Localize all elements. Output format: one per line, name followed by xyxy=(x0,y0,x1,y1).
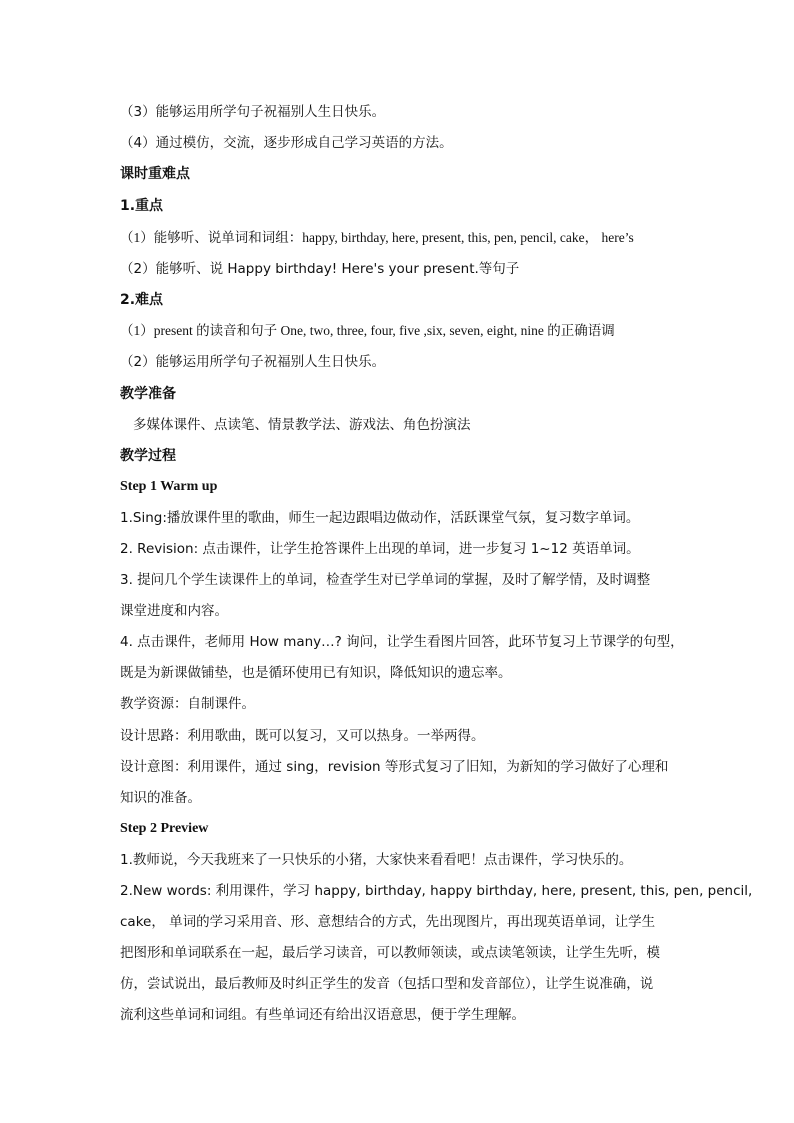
step-2-item-1: 1.教师说，今天我班来了一只快乐的小猪，大家快来看看吧！点击课件，学习快乐的。 xyxy=(120,852,633,868)
step-2-item-2-line-4: 仿，尝试说出，最后教师及时纠正学生的发音（包括口型和发音部位），让学生说准确，说 xyxy=(120,976,654,992)
step-2-item-2-line-3: 把图形和单词联系在一起，最后学习读音，可以教师领读，或点读笔领读，让学生先听，模 xyxy=(120,945,660,961)
focus-item-1: （1）能够听、说单词和词组：happy, birthday, here, present, this, pen, pencil, cake， here’s xyxy=(120,230,634,245)
step-1-item-1: 1.Sing:播放课件里的歌曲，师生一起边跟唱边做动作，活跃课堂气氛，复习数字单词。 xyxy=(120,510,640,526)
difficult-item-2: （2）能够运用所学句子祝福别人生日快乐。 xyxy=(120,354,386,370)
step-2-item-2-line-5: 流利这些单词和词组。有些单词还有给出汉语意思，便于学生理解。 xyxy=(120,1007,525,1023)
step-2-heading: Step 2 Preview xyxy=(120,821,209,836)
step-1-item-3-line-1: 3. 提问几个学生读课件上的单词，检查学生对已学单词的掌握，及时了解学情，及时调整 xyxy=(120,572,651,588)
design-intent-line-2: 知识的准备。 xyxy=(120,790,201,806)
step-1-heading: Step 1 Warm up xyxy=(120,479,218,494)
step-2-item-2-line-1: 2.New words: 利用课件，学习 happy, birthday, happy birthday, here, present, this, pen, pencil, xyxy=(120,883,753,899)
objective-3: （3）能够运用所学句子祝福别人生日快乐。 xyxy=(120,104,386,120)
design-idea: 设计思路：利用歌曲，既可以复习，又可以热身。一举两得。 xyxy=(120,728,485,744)
step-2-item-2-line-2: cake， 单词的学习采用音、形、意想结合的方式，先出现图片，再出现英语单词，让学生 xyxy=(120,914,656,930)
heading-process: 教学过程 xyxy=(120,448,176,464)
teaching-resources: 教学资源：自制课件。 xyxy=(120,696,255,712)
design-intent-line-1: 设计意图：利用课件，通过 sing，revision 等形式复习了旧知，为新知的学习做好了心理和 xyxy=(120,759,669,775)
focus-item-2: （2）能够听、说 Happy birthday! Here's your present.等句子 xyxy=(120,261,520,277)
heading-difficult: 2.难点 xyxy=(120,292,164,308)
heading-preparation: 教学准备 xyxy=(120,386,176,402)
objective-4: （4）通过模仿，交流，逐步形成自己学习英语的方法。 xyxy=(120,135,453,151)
difficult-item-1: （1）present 的读音和句子 One, two, three, four, five ,six, seven, eight, nine 的正确语调 xyxy=(120,323,615,338)
step-1-item-4-line-1: 4. 点击课件，老师用 How many…? 询问，让学生看图片回答，此环节复习上节课学的句型， xyxy=(120,634,684,650)
step-1-item-3-line-2: 课堂进度和内容。 xyxy=(120,603,228,619)
step-1-item-4-line-2: 既是为新课做铺垫，也是循环使用已有知识，降低知识的遗忘率。 xyxy=(120,665,512,681)
heading-focus: 1.重点 xyxy=(120,198,164,214)
preparation-text: 多媒体课件、点读笔、情景教学法、游戏法、角色扮演法 xyxy=(133,417,471,433)
heading-key-points: 课时重难点 xyxy=(120,166,190,182)
step-1-item-2: 2. Revision: 点击课件，让学生抢答课件上出现的单词，进一步复习 1~12 英语单词。 xyxy=(120,541,640,557)
